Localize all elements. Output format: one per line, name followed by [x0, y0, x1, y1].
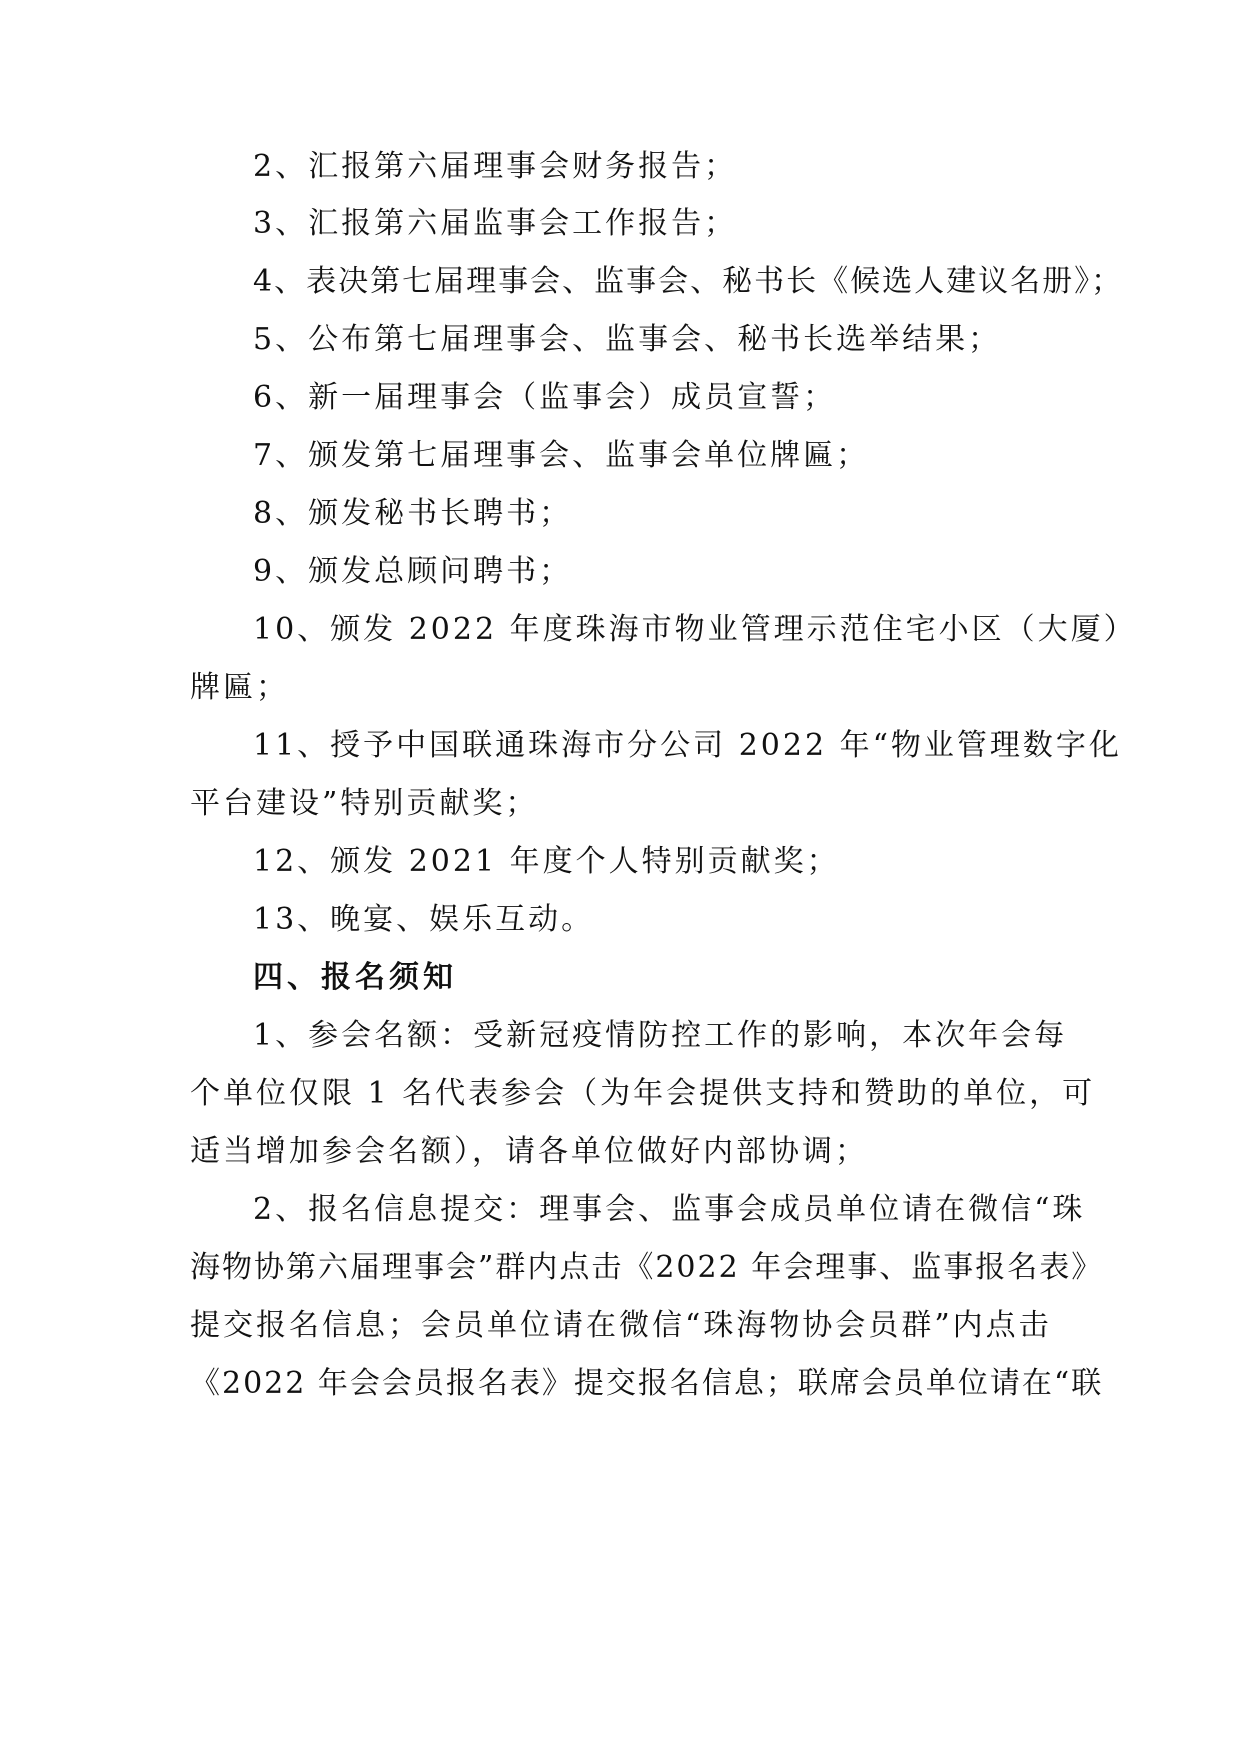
agenda-item-10-line2: 牌匾； — [190, 670, 289, 705]
agenda-item-13: 13、晚宴、娱乐互动。 — [253, 902, 595, 937]
section-heading-registration: 四、报名须知 — [253, 960, 457, 995]
notice-2-line4: 《2022 年会会员报名表》提交报名信息；联席会员单位请在“联 — [190, 1366, 1104, 1401]
agenda-item-8: 8、颁发秘书长聘书； — [253, 496, 573, 531]
notice-1-line1: 1、参会名额：受新冠疫情防控工作的影响，本次年会每 — [253, 1018, 1068, 1053]
agenda-item-12: 12、颁发 2021 年度个人特别贡献奖； — [253, 844, 840, 879]
notice-1-line3: 适当增加参会名额），请各单位做好内部协调； — [190, 1134, 868, 1169]
agenda-item-11-line2: 平台建设”特别贡献奖； — [190, 786, 539, 821]
notice-2-line2: 海物协第六届理事会”群内点击《2022 年会理事、监事报名表》 — [190, 1250, 1104, 1285]
agenda-item-3: 3、汇报第六届监事会工作报告； — [253, 206, 738, 241]
agenda-item-2: 2、汇报第六届理事会财务报告； — [253, 149, 738, 184]
notice-2-line1: 2、报名信息提交：理事会、监事会成员单位请在微信“珠 — [253, 1192, 1086, 1227]
notice-1-line2: 个单位仅限 1 名代表参会（为年会提供支持和赞助的单位，可 — [190, 1076, 1096, 1111]
agenda-item-5: 5、公布第七届理事会、监事会、秘书长选举结果； — [253, 322, 1002, 357]
agenda-item-6: 6、新一届理事会（监事会）成员宣誓； — [253, 380, 837, 415]
agenda-item-11-line1: 11、授予中国联通珠海市分公司 2022 年“物业管理数字化 — [253, 728, 1122, 763]
agenda-item-10-line1: 10、颁发 2022 年度珠海市物业管理示范住宅小区（大厦） — [253, 612, 1137, 647]
agenda-item-9: 9、颁发总顾问聘书； — [253, 554, 573, 589]
agenda-item-4: 4、表决第七届理事会、监事会、秘书长《候选人建议名册》； — [253, 264, 1124, 299]
notice-2-line3: 提交报名信息；会员单位请在微信“珠海物协会员群”内点击 — [190, 1308, 1052, 1343]
agenda-item-7: 7、颁发第七届理事会、监事会单位牌匾； — [253, 438, 870, 473]
